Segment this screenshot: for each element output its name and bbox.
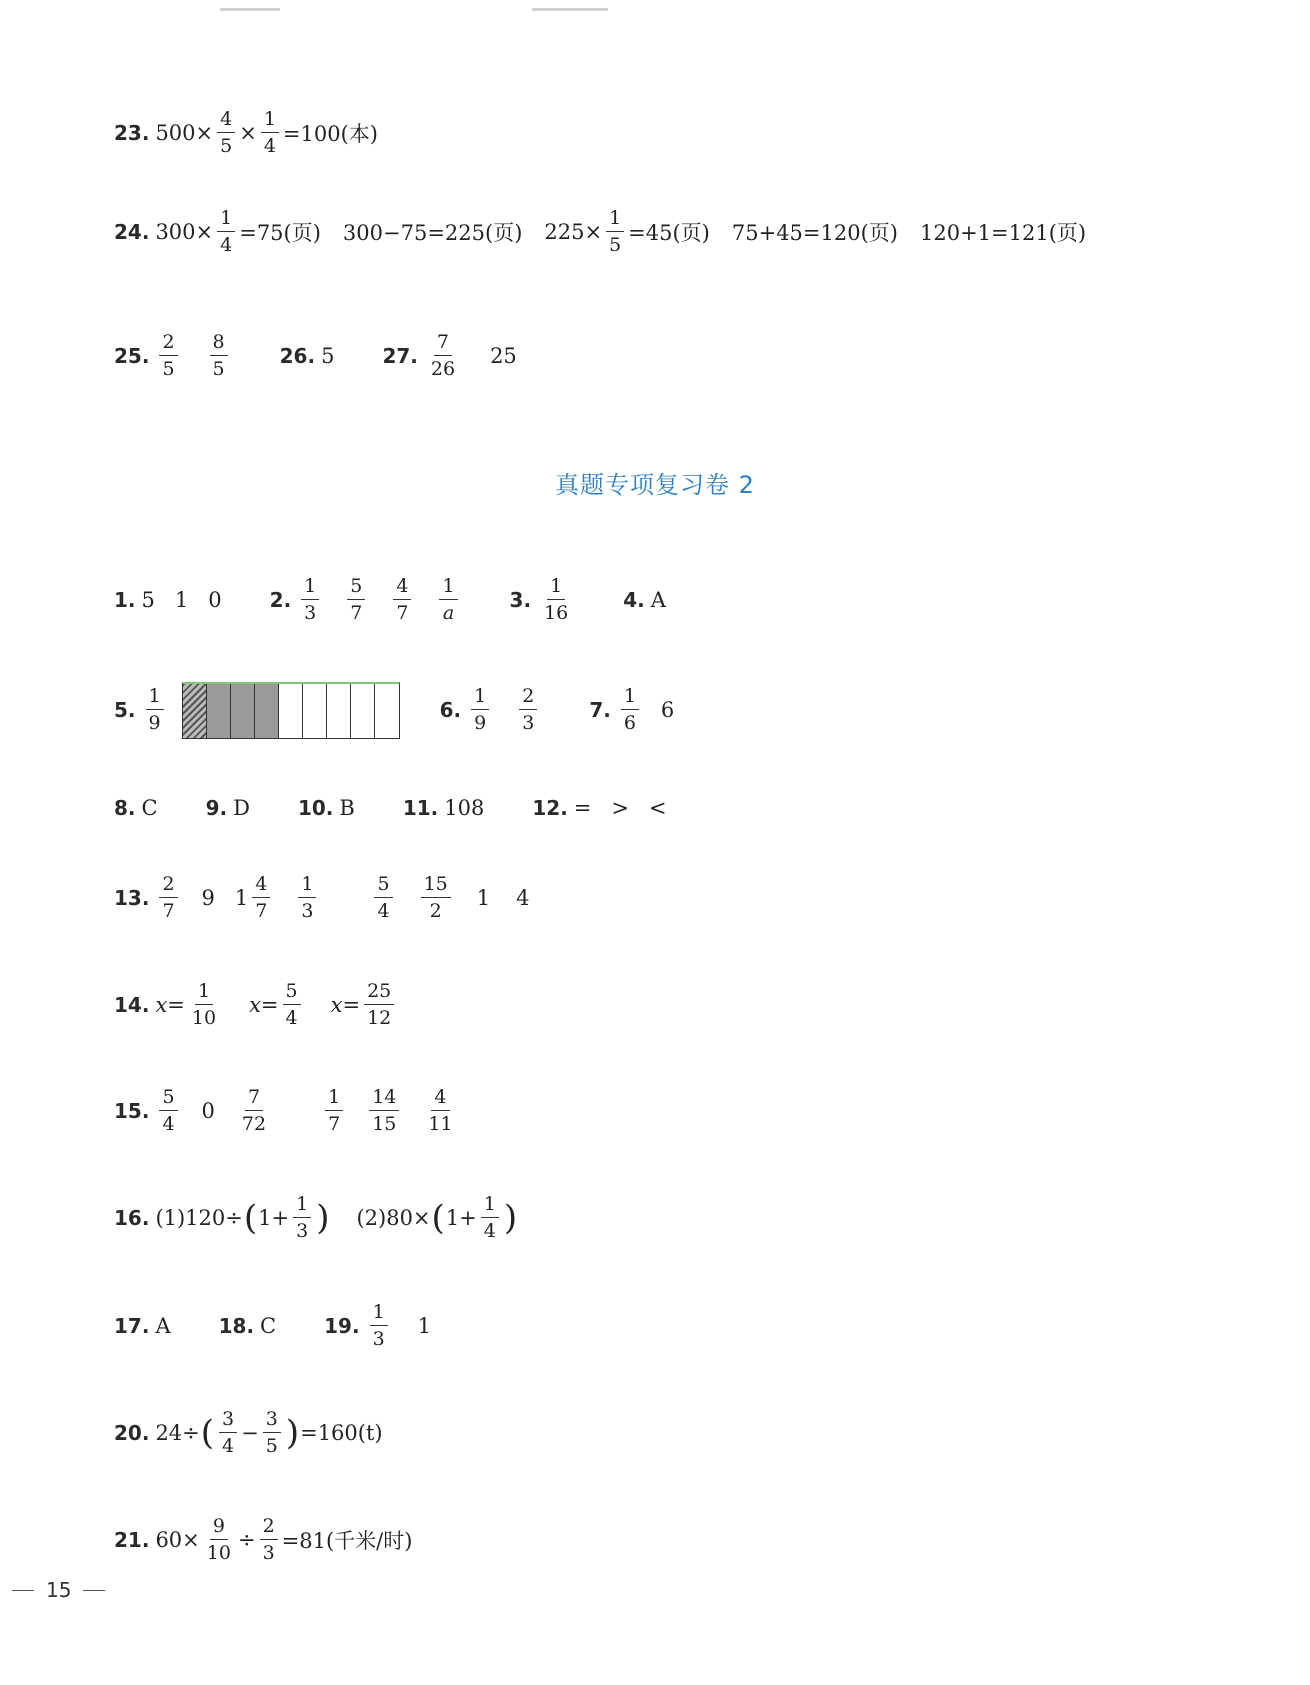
fraction: $\frac{1}{10}$	[191, 980, 217, 1029]
fraction: $\frac{5}{7}$	[347, 577, 365, 623]
answer-24: 24. 300× $\frac{1}{4}$ =75(页) 300−75=225(页) 225× $\frac{1}{5}$ =45(页) 75+45=120(页) 120+1=121(页)	[114, 207, 1087, 256]
fraction: $\frac{5}{4}$	[283, 982, 301, 1028]
page-number: 15	[46, 1578, 72, 1602]
grid-cell	[327, 684, 351, 738]
footer-dash	[83, 1590, 105, 1591]
fraction: $\frac{5}{4}$	[159, 1088, 177, 1134]
fraction: $\frac{9}{10}$	[206, 1515, 231, 1564]
right-paren: )	[316, 1198, 330, 1238]
fraction: $\frac{2}{3}$	[519, 687, 537, 733]
fraction: $\frac{2}{7}$	[159, 875, 177, 921]
answer-16: 16. (1)120÷ ( 1+ $\frac{1}{3}$ ) (2)80× ( 1+ $\frac{1}{4}$ )	[114, 1193, 518, 1242]
fraction: $\frac{1}{7}$	[325, 1088, 343, 1134]
left-paren: (	[431, 1198, 445, 1238]
fraction: $\frac{1}{4}$	[481, 1195, 499, 1241]
fraction: $\frac{1}{9}$	[146, 687, 164, 733]
fraction: $\frac{1}{4}$	[261, 110, 279, 156]
answer-17-19: 17. A 18. C 19. $\frac{1}{3}$ 1	[114, 1301, 432, 1350]
grid-cell	[351, 684, 375, 738]
grid-cell	[303, 684, 327, 738]
answer-8-12: 8. C 9. D 10. B 11. 108 12. = > <	[114, 796, 667, 820]
grid-cell	[375, 684, 399, 738]
footer-dash	[12, 1590, 34, 1591]
grid-cell	[279, 684, 303, 738]
fraction: $\frac{8}{5}$	[210, 333, 228, 379]
answer-23: 23. 500× $\frac{4}{5}$ × $\frac{1}{4}$ =100(本)	[114, 108, 378, 157]
fraction: $\frac{3}{4}$	[219, 1410, 237, 1456]
fraction: $\frac{7}{72}$	[241, 1086, 267, 1135]
fraction: $\frac{1}{5}$	[606, 209, 624, 255]
answer-25-27: 25. $\frac{2}{5}$ $\frac{8}{5}$ 26. 5 27. $\frac{7}{26}$ 25	[114, 331, 517, 380]
grid-cell-shaded	[255, 684, 279, 738]
page-footer	[0, 1578, 117, 1602]
fraction: $\frac{1}{3}$	[370, 1303, 388, 1349]
fraction: $\frac{1}{3}$	[298, 875, 316, 921]
fraction: $\frac{3}{5}$	[263, 1410, 281, 1456]
right-paren: )	[285, 1413, 300, 1453]
fraction: $\frac{4}{5}$	[217, 110, 235, 156]
fraction: $\frac{5}{4}$	[374, 875, 392, 921]
fraction-grid-diagram	[182, 682, 400, 739]
fraction: $\frac{4}{7}$	[393, 577, 411, 623]
fraction: $\frac{4}{7}$	[252, 875, 270, 921]
right-paren: )	[503, 1198, 518, 1238]
grid-cell-shaded	[231, 684, 255, 738]
answer-14: 14. x= $\frac{1}{10}$ x= $\frac{5}{4}$ x= $\frac{25}{12}$	[114, 975, 398, 1035]
fraction: $\frac{1}{6}$	[621, 687, 639, 733]
fraction: $\frac{1}{3}$	[293, 1195, 311, 1241]
answer-13: 13. $\frac{2}{7}$ 9 1 $\frac{4}{7}$ $\frac{1}{3}$ $\frac{5}{4}$ $\frac{15}{2}$ 1 4	[114, 873, 530, 922]
answer-15: 15. $\frac{5}{4}$ 0 $\frac{7}{72}$ $\frac{1}{7}$ $\frac{14}{15}$ $\frac{4}{11}$	[114, 1081, 460, 1141]
fraction: $\frac{15}{2}$	[421, 875, 451, 921]
scan-mark	[532, 8, 608, 11]
scan-mark	[220, 8, 280, 11]
grid-cell-hatched	[183, 684, 207, 738]
answer-5-7: 5. $\frac{1}{9}$ 6. $\frac{1}{9}$ $\frac{2}{3}$ 7. $\frac{1}{6}$ 6	[114, 680, 674, 740]
fraction: $\frac{1}{9}$	[471, 687, 489, 733]
answer-20: 20. 24÷ ( $\frac{3}{4}$ − $\frac{3}{5}$ ) =160(t)	[114, 1408, 383, 1457]
left-paren: (	[200, 1413, 215, 1453]
section-title: 真题专项复习卷 2	[555, 471, 755, 499]
fraction: $\frac{1}{16}$	[544, 575, 569, 624]
fraction: $\frac{2}{3}$	[260, 1517, 278, 1563]
answer-1-4: 1. 5 1 0 2. $\frac{1}{3}$ $\frac{5}{7}$ $\frac{4}{7}$ $\frac{1}{a}$ 3. $\frac{1}{16}$ 4. A	[114, 575, 666, 624]
fraction: $\frac{1}{3}$	[301, 577, 319, 623]
grid-cell-shaded	[207, 684, 231, 738]
fraction: $\frac{14}{15}$	[369, 1088, 399, 1134]
fraction: $\frac{1}{a}$	[439, 577, 457, 623]
answer-21: 21. 60× $\frac{9}{10}$ ÷ $\frac{2}{3}$ =81(千米/时)	[114, 1515, 413, 1564]
fraction: $\frac{7}{26}$	[430, 331, 456, 380]
fraction: $\frac{2}{5}$	[159, 333, 177, 379]
fraction: $\frac{25}{12}$	[364, 982, 394, 1028]
left-paren: (	[243, 1198, 258, 1238]
fraction: $\frac{1}{4}$	[217, 209, 235, 255]
fraction: $\frac{4}{11}$	[428, 1086, 453, 1135]
